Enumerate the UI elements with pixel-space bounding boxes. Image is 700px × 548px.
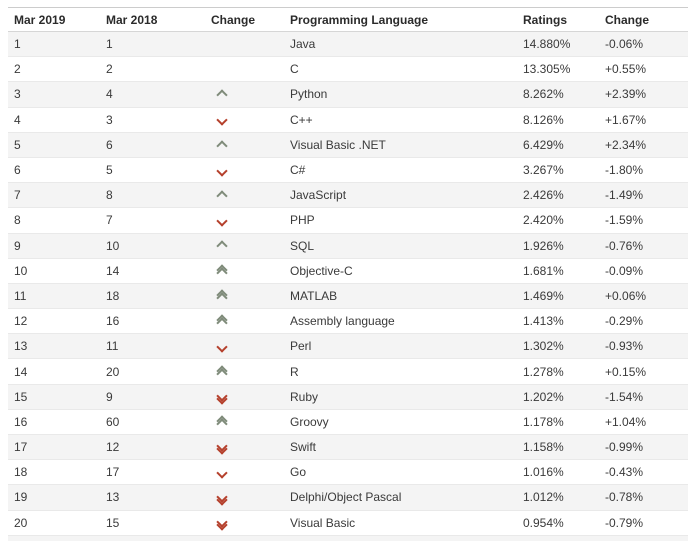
change-indicator-cell <box>204 233 284 258</box>
tiobe-index-page <box>0 7 700 548</box>
rank-2019-cell: 17 <box>8 435 100 460</box>
language-cell: Java <box>284 32 516 57</box>
language-cell: SQL <box>284 233 516 258</box>
double-down-arrow-icon <box>218 392 226 403</box>
rank-2018-cell: 60 <box>100 409 204 434</box>
language-cell: MATLAB <box>284 283 516 308</box>
table-row <box>8 157 688 182</box>
table-row <box>8 409 688 434</box>
rank-2018-cell: 1 <box>100 32 204 57</box>
table-row <box>8 132 688 157</box>
rank-2018-cell: 7 <box>100 208 204 233</box>
table-row <box>8 384 688 409</box>
rank-2018-cell: 17 <box>100 460 204 485</box>
table-row <box>8 258 688 283</box>
ratings-cell: 1.469% <box>516 283 598 308</box>
language-cell: Groovy <box>284 409 516 434</box>
down-arrow-icon <box>218 469 226 477</box>
rank-2019-cell: 20 <box>8 510 100 535</box>
rank-2019-cell: 7 <box>8 183 100 208</box>
rank-2018-cell: 13 <box>100 485 204 510</box>
rank-2018-cell: 12 <box>100 435 204 460</box>
column-header-ratings: Ratings <box>516 8 598 32</box>
rank-2019-cell: 13 <box>8 334 100 359</box>
ratings-cell: 1.302% <box>516 334 598 359</box>
table-row <box>8 334 688 359</box>
double-down-arrow-icon <box>218 518 226 529</box>
rank-2018-cell: 8 <box>100 183 204 208</box>
table-row <box>8 233 688 258</box>
change-indicator-cell <box>204 258 284 283</box>
ratings-cell: 1.926% <box>516 233 598 258</box>
table-row <box>8 107 688 132</box>
change-indicator-cell <box>204 334 284 359</box>
ratings-cell: 2.420% <box>516 208 598 233</box>
change-indicator-cell <box>204 32 284 57</box>
rank-2019-cell: 3 <box>8 82 100 107</box>
change-indicator-cell <box>204 409 284 434</box>
rank-2019-cell: 10 <box>8 258 100 283</box>
change-percent-cell: -0.06% <box>598 32 688 57</box>
change-percent-cell: +1.67% <box>598 107 688 132</box>
up-arrow-icon <box>218 242 226 250</box>
change-percent-cell: -0.76% <box>598 233 688 258</box>
ratings-cell: 14.880% <box>516 32 598 57</box>
table-row <box>8 57 688 82</box>
language-cell: Swift <box>284 435 516 460</box>
table-row <box>8 82 688 107</box>
rank-2019-cell: 8 <box>8 208 100 233</box>
rank-2019-cell: 9 <box>8 233 100 258</box>
rank-2018-cell: 20 <box>100 359 204 384</box>
rank-2018-cell: 9 <box>100 384 204 409</box>
rank-2018-cell: 5 <box>100 157 204 182</box>
rank-2019-cell: 18 <box>8 460 100 485</box>
up-arrow-icon <box>218 192 226 200</box>
language-cell: Ruby <box>284 384 516 409</box>
change-indicator-cell <box>204 283 284 308</box>
table-row <box>8 32 688 57</box>
change-percent-cell: -0.93% <box>598 334 688 359</box>
ratings-cell: 1.016% <box>516 460 598 485</box>
table-row <box>8 183 688 208</box>
rank-2019-cell: 16 <box>8 409 100 434</box>
language-cell: Go <box>284 460 516 485</box>
table-row <box>8 510 688 535</box>
ratings-cell: 1.158% <box>516 435 598 460</box>
down-arrow-icon <box>218 116 226 124</box>
language-cell: Perl <box>284 334 516 359</box>
language-cell: Assembly language <box>284 309 516 334</box>
table-row <box>8 485 688 510</box>
change-percent-cell: -1.80% <box>598 157 688 182</box>
change-indicator-cell <box>204 157 284 182</box>
change-indicator-cell <box>204 510 284 535</box>
rank-2019-cell: 12 <box>8 309 100 334</box>
down-arrow-icon <box>218 167 226 175</box>
change-indicator-cell <box>204 359 284 384</box>
double-up-arrow-icon <box>218 417 226 428</box>
ratings-cell: 0.954% <box>516 510 598 535</box>
rank-2018-cell: 2 <box>100 57 204 82</box>
change-indicator-cell <box>204 107 284 132</box>
language-cell: C <box>284 57 516 82</box>
change-indicator-cell <box>204 57 284 82</box>
rank-2019-cell: 19 <box>8 485 100 510</box>
change-percent-cell: +0.06% <box>598 283 688 308</box>
rank-2018-cell: 10 <box>100 233 204 258</box>
language-cell: Python <box>284 82 516 107</box>
rank-2019-cell: 11 <box>8 283 100 308</box>
table-row <box>8 309 688 334</box>
column-header-mar-2018: Mar 2018 <box>100 8 204 32</box>
rank-2018-cell: 16 <box>100 309 204 334</box>
down-arrow-icon <box>218 217 226 225</box>
ratings-cell: 1.413% <box>516 309 598 334</box>
language-cell: C++ <box>284 107 516 132</box>
rank-2018-cell: 4 <box>100 82 204 107</box>
table-row <box>8 460 688 485</box>
language-cell: C# <box>284 157 516 182</box>
change-percent-cell: -0.79% <box>598 510 688 535</box>
double-up-arrow-icon <box>218 291 226 302</box>
change-percent-cell: +1.04% <box>598 409 688 434</box>
change-percent-cell: +0.55% <box>598 57 688 82</box>
rank-2019-cell: 4 <box>8 107 100 132</box>
rank-2019-cell: 1 <box>8 32 100 57</box>
double-up-arrow-icon <box>218 316 226 327</box>
change-indicator-cell <box>204 485 284 510</box>
language-cell: R <box>284 359 516 384</box>
column-header-change-position: Change <box>204 8 284 32</box>
ratings-cell: 1.012% <box>516 485 598 510</box>
ratings-cell: 1.202% <box>516 384 598 409</box>
table-header <box>8 8 688 32</box>
language-cell: Delphi/Object Pascal <box>284 485 516 510</box>
rank-2018-cell: 6 <box>100 132 204 157</box>
change-percent-cell: -0.29% <box>598 309 688 334</box>
ratings-cell: 1.178% <box>516 409 598 434</box>
table-row <box>8 208 688 233</box>
column-header-change-ratings: Change <box>598 8 688 32</box>
double-up-arrow-icon <box>218 266 226 277</box>
change-percent-cell: -1.54% <box>598 384 688 409</box>
table-row <box>8 283 688 308</box>
table-row <box>8 435 688 460</box>
ratings-cell: 8.126% <box>516 107 598 132</box>
ratings-cell: 1.278% <box>516 359 598 384</box>
rank-2019-cell: 2 <box>8 57 100 82</box>
language-cell: Visual Basic <box>284 510 516 535</box>
column-header-mar-2019: Mar 2019 <box>8 8 100 32</box>
change-percent-cell: +0.15% <box>598 359 688 384</box>
up-arrow-icon <box>218 91 226 99</box>
change-indicator-cell <box>204 309 284 334</box>
tiobe-ranking-table <box>8 7 688 536</box>
next-row-sliver <box>8 536 688 541</box>
change-percent-cell: +2.34% <box>598 132 688 157</box>
double-down-arrow-icon <box>218 442 226 453</box>
change-percent-cell: -0.99% <box>598 435 688 460</box>
rank-2019-cell: 14 <box>8 359 100 384</box>
change-percent-cell: -1.49% <box>598 183 688 208</box>
ratings-cell: 13.305% <box>516 57 598 82</box>
change-percent-cell: -0.43% <box>598 460 688 485</box>
double-up-arrow-icon <box>218 367 226 378</box>
change-percent-cell: -0.09% <box>598 258 688 283</box>
change-indicator-cell <box>204 460 284 485</box>
ratings-cell: 2.426% <box>516 183 598 208</box>
table-body <box>8 32 688 536</box>
rank-2018-cell: 15 <box>100 510 204 535</box>
rank-2018-cell: 14 <box>100 258 204 283</box>
change-percent-cell: -1.59% <box>598 208 688 233</box>
language-cell: JavaScript <box>284 183 516 208</box>
language-cell: Visual Basic .NET <box>284 132 516 157</box>
rank-2019-cell: 6 <box>8 157 100 182</box>
column-header-programming-language: Programming Language <box>284 8 516 32</box>
change-percent-cell: +2.39% <box>598 82 688 107</box>
ratings-cell: 8.262% <box>516 82 598 107</box>
rank-2019-cell: 15 <box>8 384 100 409</box>
ratings-cell: 1.681% <box>516 258 598 283</box>
change-indicator-cell <box>204 132 284 157</box>
rank-2018-cell: 18 <box>100 283 204 308</box>
double-down-arrow-icon <box>218 493 226 504</box>
rank-2019-cell: 5 <box>8 132 100 157</box>
rank-2018-cell: 11 <box>100 334 204 359</box>
change-indicator-cell <box>204 183 284 208</box>
change-percent-cell: -0.78% <box>598 485 688 510</box>
down-arrow-icon <box>218 343 226 351</box>
change-indicator-cell <box>204 435 284 460</box>
up-arrow-icon <box>218 142 226 150</box>
rank-2018-cell: 3 <box>100 107 204 132</box>
change-indicator-cell <box>204 384 284 409</box>
change-indicator-cell <box>204 82 284 107</box>
language-cell: Objective-C <box>284 258 516 283</box>
table-row <box>8 359 688 384</box>
ratings-cell: 3.267% <box>516 157 598 182</box>
change-indicator-cell <box>204 208 284 233</box>
ratings-cell: 6.429% <box>516 132 598 157</box>
language-cell: PHP <box>284 208 516 233</box>
